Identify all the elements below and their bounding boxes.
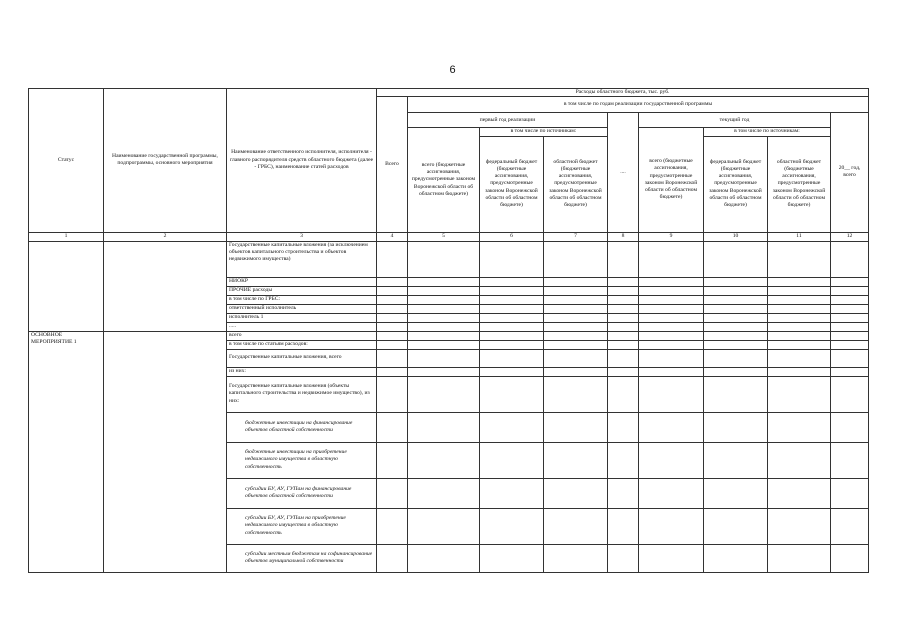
row-label: всего [227, 331, 377, 340]
header-expenses-title: Расходы областного бюджета, тыс. руб. [377, 89, 869, 97]
header-first-year: первый год реализации [408, 113, 608, 128]
header-total: Всего [377, 97, 408, 232]
row-label: Государственные капитальные вложения, всего [227, 349, 377, 367]
column-number: 10 [704, 232, 768, 241]
header-current-including: в том числе по источникам: [704, 128, 831, 136]
header-year-total: 20__ год, всего [831, 113, 869, 232]
column-number: 4 [377, 232, 408, 241]
row-label-italic: субсидии местным бюджетам на софинансирование объектов муниципальной собственности [227, 544, 377, 572]
table-row [29, 331, 869, 340]
row-label-italic: субсидии БУ, АУ, ГУПам на финансирование объектов областной собственности [227, 478, 377, 508]
column-numbers-row [29, 232, 869, 241]
column-number: 9 [639, 232, 704, 241]
header-first-regional: областной бюджет (бюджетные ассигнования, предусмотренные законом Воронежской области об областном бюджете) [544, 136, 608, 232]
header-status: Статус [29, 89, 104, 233]
column-number: 1 [29, 232, 104, 241]
row-label: Государственные капитальные вложения (объекты капитального строительства и недвижимое имущество), из них: [227, 376, 377, 412]
header-current-year: текущий год [639, 113, 831, 128]
column-number: 5 [408, 232, 480, 241]
row-label: ответственный исполнитель [227, 304, 377, 313]
row-label: в том числе по статьям расходов: [227, 340, 377, 349]
program-cell-empty [104, 241, 227, 331]
budget-table [28, 88, 869, 573]
column-number: 8 [608, 232, 639, 241]
column-number: 12 [831, 232, 869, 241]
column-number: 7 [544, 232, 608, 241]
header-first-all: всего (бюджетные ассигнования, предусмотренные законом Воронежской области об областном бюджете) [408, 128, 480, 232]
status-main-event-1: ОСНОВНОЕ МЕРОПРИЯТИЕ 1 [29, 331, 104, 572]
status-cell-empty [29, 241, 104, 331]
table-row [29, 241, 869, 277]
page-number: 6 [449, 64, 456, 76]
header-current-regional: областной бюджет (бюджетные ассигнования, предусмотренные законом Воронежской области об областном бюджете) [768, 136, 831, 232]
row-label: из них: [227, 367, 377, 376]
row-label-italic: субсидии БУ, АУ, ГУПам на приобретение недвижимого имущества в областную собственность [227, 508, 377, 544]
header-gap: .... [608, 113, 639, 232]
row-label: исполнитель 1 [227, 313, 377, 322]
header-executor-name: Наименование ответственного исполнителя, исполнителя - главного распорядителя средств областного бюджета (далее - ГРБС), наименование статей расходов [227, 89, 377, 233]
header-program-name: Наименование государственной программы, подпрограммы, основного мероприятия [104, 89, 227, 233]
program-cell-empty [104, 331, 227, 572]
header-first-federal: федеральный бюджет (бюджетные ассигнования, предусмотренные законом Воронежской области об областном бюджете) [480, 136, 544, 232]
header-first-including: в том числе по источникам: [480, 128, 608, 136]
header-current-federal: федеральный бюджет (бюджетные ассигнования, предусмотренные законом Воронежской области об областном бюджете) [704, 136, 768, 232]
column-number: 3 [227, 232, 377, 241]
header-by-years: в том числе по годам реализации государственной программы [408, 97, 869, 113]
column-number: 11 [768, 232, 831, 241]
row-label: НИОКР [227, 277, 377, 286]
row-label-italic: бюджетные инвестиции на приобретение недвижимого имущества в областную собственность [227, 442, 377, 478]
row-label: Государственные капитальные вложения (за исключением объектов капитального строительства и объектов недвижимого имущества) [227, 241, 377, 277]
row-label-italic: бюджетные инвестиции на финансирование объектов областной собственности [227, 412, 377, 442]
row-label: ..... [227, 322, 377, 331]
column-number: 2 [104, 232, 227, 241]
row-label: в том числе по ГРБС: [227, 295, 377, 304]
row-label: ПРОЧИЕ расходы [227, 286, 377, 295]
header-current-all: всего (бюджетные ассигнования, предусмотренные законом Воронежской области об областном бюджете) [639, 128, 704, 232]
column-number: 6 [480, 232, 544, 241]
